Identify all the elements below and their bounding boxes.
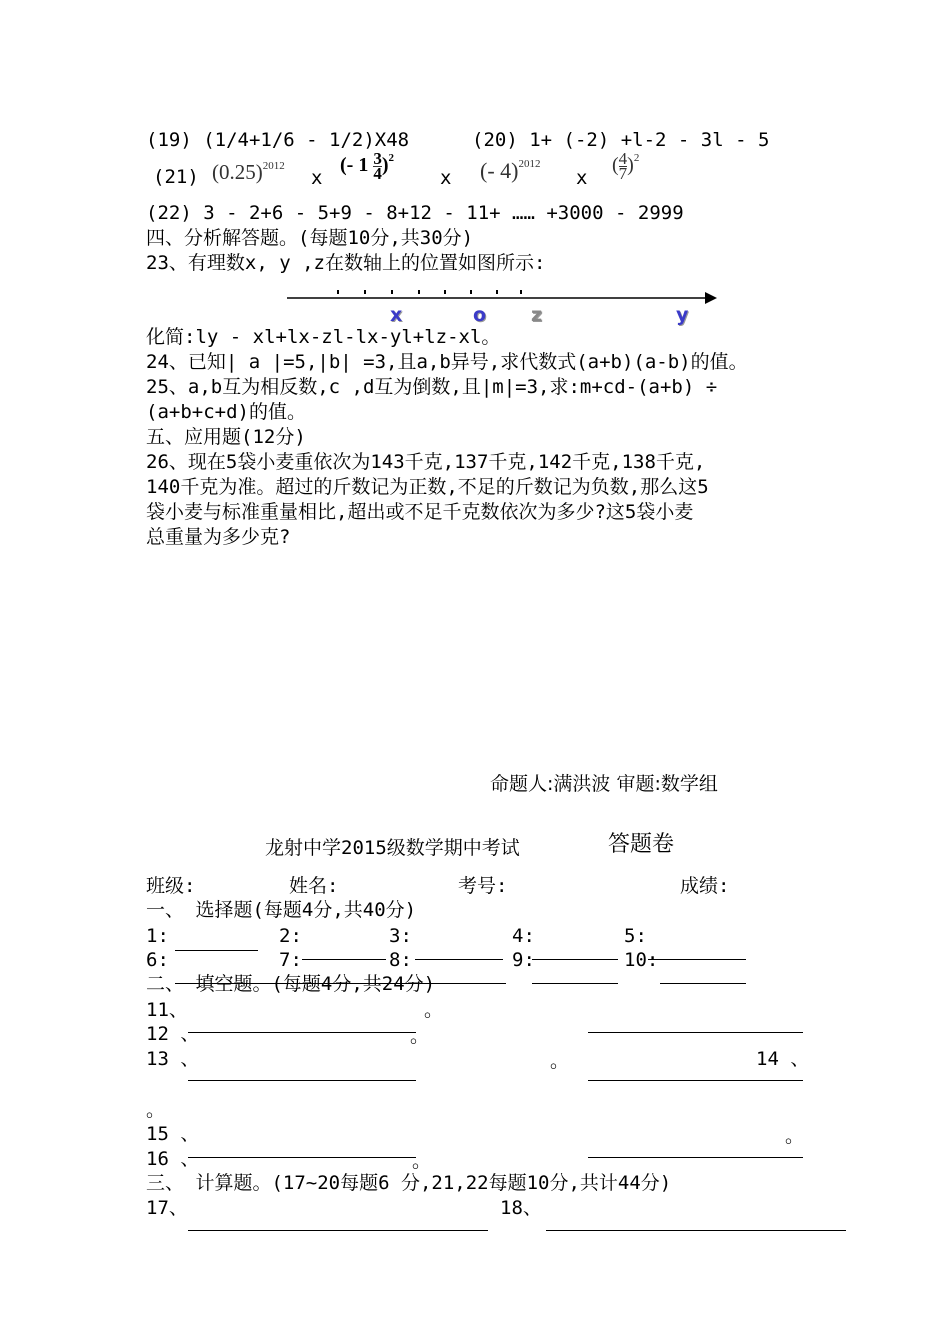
fill-12: 12 、 [146,1023,200,1045]
section1-heading: 一、 选择题(每题4分,共40分) [146,899,417,921]
fill-16: 16 、 [146,1148,200,1170]
fill-13-end: 。 [550,1050,570,1072]
author-line: 命题人:满洪波 审题:数学组 [490,773,718,795]
mc-2: 2: [279,925,302,947]
strike-line [175,983,506,984]
mc-blank-row3b[interactable] [660,983,746,984]
fill-11: 11、 [146,999,188,1021]
axis-label-z: z [531,304,543,326]
answer-sheet-suffix: 答题卷 [608,832,675,857]
q19: (19) (1/4+1/6 - 1/2)X48 [146,129,410,151]
q20: (20) 1+ (-2) +l-2 - 3l - 5 [472,129,770,151]
q23-simplify: 化简:ly - xl+lx-zl-lx-yl+lz-xl。 [146,326,501,348]
class-label: 班级: [146,875,196,897]
mc-1-blank[interactable] [175,950,258,951]
calc-18-blank[interactable] [546,1230,846,1231]
mc-9: 9: [512,949,535,971]
fill-16-end: 。 [412,1150,432,1172]
times-sign: x [576,167,588,189]
mixed-fraction: (- 1 $\frac{3}{4}$ )$^2$ [340,149,394,183]
q26-line3: 袋小麦与标准重量相比,超出或不足千克数依次为多少?这5袋小麦 [146,501,694,523]
calc-17: 17、 [146,1197,188,1219]
mc-10: 10: [624,949,659,971]
fill-13-blank[interactable] [188,1080,416,1081]
fraction-power: ( $\frac{4}{7}$ )$^2$ [612,149,640,183]
fill-12-blank[interactable] [188,1032,416,1033]
mc-8: 8: [389,949,412,971]
number-line [285,284,725,324]
exam-no-label: 考号: [458,875,508,897]
fill-14-end: 。 [146,1099,166,1121]
fill-14-blank[interactable] [588,1080,803,1081]
fill-11-blank[interactable] [588,1032,803,1033]
fill-11-end: 。 [424,999,444,1021]
answer-sheet-title: 龙射中学2015级数学期中考试 [265,837,520,859]
q21-label: (21) [153,166,199,188]
calc-18: 18、 [500,1197,542,1219]
q26-line1: 26、现在5袋小麦重依次为143千克,137千克,142千克,138千克, [146,451,706,473]
mc-5: 5: [624,925,647,947]
fill-16-blank[interactable] [188,1157,416,1158]
mc-7: 7: [279,949,302,971]
calc-17-blank[interactable] [188,1230,488,1231]
q21-expression: $(0.25)^{2012}$ [212,160,285,184]
score-label: 成绩: [680,875,730,897]
section5-heading: 五、应用题(12分) [146,426,306,448]
mc-9-blank[interactable] [532,959,618,960]
mc-blank-row3a[interactable] [532,983,618,984]
fill-15-blank[interactable] [588,1157,803,1158]
axis-label-o: o [473,304,487,326]
axis-label-x: x [390,304,403,326]
axis-label-y: y [676,304,689,326]
fill-13: 13 、 [146,1048,200,1070]
section4-heading: 四、分析解答题。(每题10分,共30分) [146,227,474,249]
times-sign: x [311,167,323,189]
section2-heading: 二、 填空题。(每题4分,共24分) [146,973,436,995]
times-sign: x [440,167,452,189]
power-neg4: (- 4)$^{2012}$ [480,158,541,183]
fill-15: 15 、 [146,1123,200,1145]
mc-3: 3: [389,925,412,947]
mc-6: 6: [146,949,169,971]
name-label: 姓名: [289,875,339,897]
mc-1: 1: [146,925,169,947]
q25-line1: 25、a,b互为相反数,c ,d互为倒数,且|m|=3,求:m+cd-(a+b) ÷ [146,376,718,398]
mc-8-blank[interactable] [415,959,503,960]
mc-4: 4: [512,925,535,947]
fill-14: 14 、 [756,1048,810,1070]
q23: 23、有理数x, y ,z在数轴上的位置如图所示: [146,252,546,274]
mc-7-blank[interactable] [302,959,386,960]
q26-line2: 140千克为准。超过的斤数记为正数,不足的斤数记为负数,那么这5 [146,476,709,498]
fill-15-end: 。 [785,1125,805,1147]
mc-10-blank[interactable] [648,959,746,960]
q25-line2: (a+b+c+d)的值。 [146,401,306,423]
q22: (22) 3 - 2+6 - 5+9 - 8+12 - 11+ …… +3000 - 2999 [146,202,684,224]
q24: 24、已知| a |=5,|b| =3,且a,b异号,求代数式(a+b)(a-b)的值。 [146,351,748,373]
fill-12-end: 。 [410,1025,430,1047]
q26-line4: 总重量为多少克? [146,526,291,548]
section3-heading: 三、 计算题。(17~20每题6 分,21,22每题10分,共计44分) [146,1172,672,1194]
